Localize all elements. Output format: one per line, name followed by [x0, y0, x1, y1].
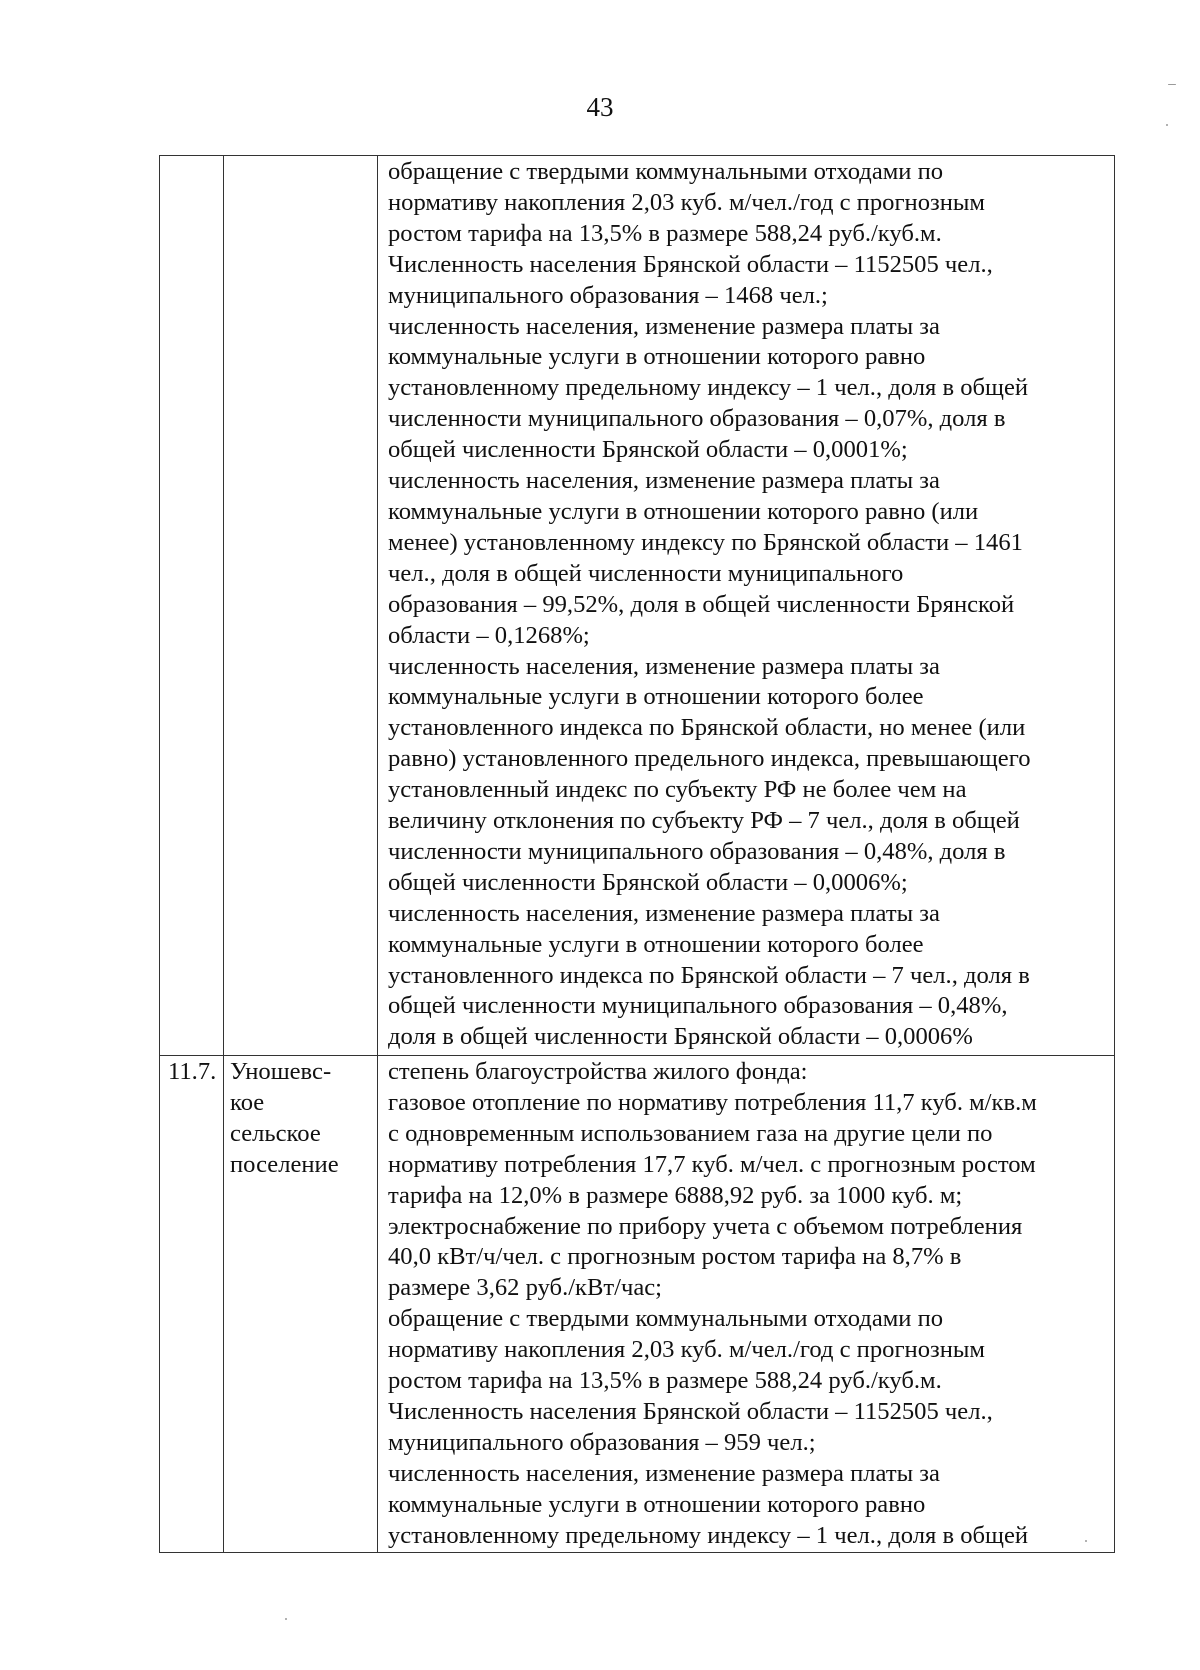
- description-cell: [378, 1056, 1115, 1553]
- text-line: муниципального образования – 959 чел.;: [388, 1428, 816, 1456]
- text-line: коммунальные услуги в отношении которого равно: [388, 1490, 926, 1518]
- text-line: нормативу потребления 17,7 куб. м/чел. с прогнозным ростом: [388, 1150, 1036, 1178]
- scan-speck: [285, 1618, 287, 1620]
- text-line: установленного индекса по Брянской области, но менее (или: [388, 714, 1026, 742]
- text-line: размере 3,62 руб./кВт/час;: [388, 1274, 663, 1302]
- text-line: электроснабжение по прибору учета с объемом потребления: [388, 1212, 1023, 1240]
- municipality-name-cell: [224, 1056, 378, 1553]
- text-line: установленного индекса по Брянской области – 7 чел., доля в: [388, 961, 1030, 989]
- text-line: величину отклонения по субъекту РФ – 7 чел., доля в общей: [388, 807, 1020, 835]
- description-cell: [378, 156, 1115, 1056]
- text-line: коммунальные услуги в отношении которого равно (или: [388, 497, 979, 525]
- text-line: обращение с твердыми коммунальными отходами по: [388, 158, 944, 185]
- text-line: Численность населения Брянской области – 1152505 чел.,: [388, 250, 993, 278]
- text-line: степень благоустройства жилого фонда:: [388, 1058, 808, 1085]
- text-line: численность населения, изменение размера платы за: [388, 1459, 940, 1487]
- text-line: численность населения, изменение размера платы за: [388, 312, 940, 340]
- name-line: кое: [230, 1088, 265, 1116]
- text-line: численность населения, изменение размера платы за: [388, 467, 940, 495]
- text-line: установленному предельному индексу – 1 чел., доля в общей: [388, 374, 1029, 402]
- text-line: ростом тарифа на 13,5% в размере 588,24 руб./куб.м.: [388, 219, 942, 247]
- text-line: менее) установленному индексу по Брянской области – 1461: [388, 528, 1023, 556]
- text-line: нормативу накопления 2,03 куб. м/чел./год с прогнозным: [388, 1336, 985, 1364]
- text-line: установленному предельному индексу – 1 чел., доля в общей: [388, 1521, 1029, 1549]
- text-line: численности муниципального образования – 0,07%, доля в: [388, 405, 1006, 433]
- municipal-data-table: [159, 155, 1115, 1553]
- page-number: 43: [586, 92, 614, 122]
- text-line: чел., доля в общей численности муниципального: [388, 559, 904, 587]
- text-line: 40,0 кВт/ч/чел. с прогнозным ростом тарифа на 8,7% в: [388, 1243, 962, 1271]
- text-line: численность населения, изменение размера платы за: [388, 652, 940, 680]
- text-line: общей численности Брянской области – 0,0006%;: [388, 868, 908, 896]
- text-line: муниципального образования – 1468 чел.;: [388, 281, 828, 309]
- row-number-cell: [160, 156, 224, 1056]
- name-line: сельское: [230, 1119, 321, 1147]
- scan-speck: [1085, 1540, 1087, 1542]
- text-line: области – 0,1268%;: [388, 621, 590, 649]
- text-line: тарифа на 12,0% в размере 6888,92 руб. за 1000 куб. м;: [388, 1181, 963, 1209]
- text-line: коммунальные услуги в отношении которого более: [388, 683, 924, 711]
- text-line: равно) установленного предельного индекса, превышающего: [388, 745, 1031, 773]
- row-number-cell: 11.7.: [160, 1056, 224, 1553]
- text-line: общей численности Брянской области – 0,0001%;: [388, 436, 908, 464]
- scan-speck: [1166, 124, 1168, 126]
- text-line: обращение с твердыми коммунальными отходами по: [388, 1305, 944, 1333]
- text-line: установленный индекс по субъекту РФ не более чем на: [388, 776, 967, 804]
- text-line: коммунальные услуги в отношении которого более: [388, 930, 924, 958]
- text-line: с одновременным использованием газа на другие цели по: [388, 1119, 993, 1147]
- scan-speck: [1168, 84, 1176, 85]
- text-line: Численность населения Брянской области – 1152505 чел.,: [388, 1397, 993, 1425]
- text-line: газовое отопление по нормативу потребления 11,7 куб. м/кв.м: [388, 1088, 1037, 1116]
- municipality-name-cell: [224, 156, 378, 1056]
- text-line: общей численности муниципального образования – 0,48%,: [388, 992, 1008, 1020]
- text-line: численности муниципального образования – 0,48%, доля в: [388, 837, 1006, 865]
- name-line: Уношевс-: [230, 1058, 332, 1085]
- text-line: нормативу накопления 2,03 куб. м/чел./год с прогнозным: [388, 188, 985, 216]
- text-line: численность населения, изменение размера платы за: [388, 899, 940, 927]
- table-row: [160, 1056, 1115, 1553]
- text-line: ростом тарифа на 13,5% в размере 588,24 руб./куб.м.: [388, 1367, 942, 1395]
- text-line: коммунальные услуги в отношении которого равно: [388, 343, 926, 371]
- name-line: поселение: [230, 1150, 339, 1178]
- text-line: доля в общей численности Брянской области – 0,0006%: [388, 1023, 973, 1051]
- table-row: [160, 156, 1115, 1056]
- text-line: образования – 99,52%, доля в общей численности Брянской: [388, 590, 1015, 618]
